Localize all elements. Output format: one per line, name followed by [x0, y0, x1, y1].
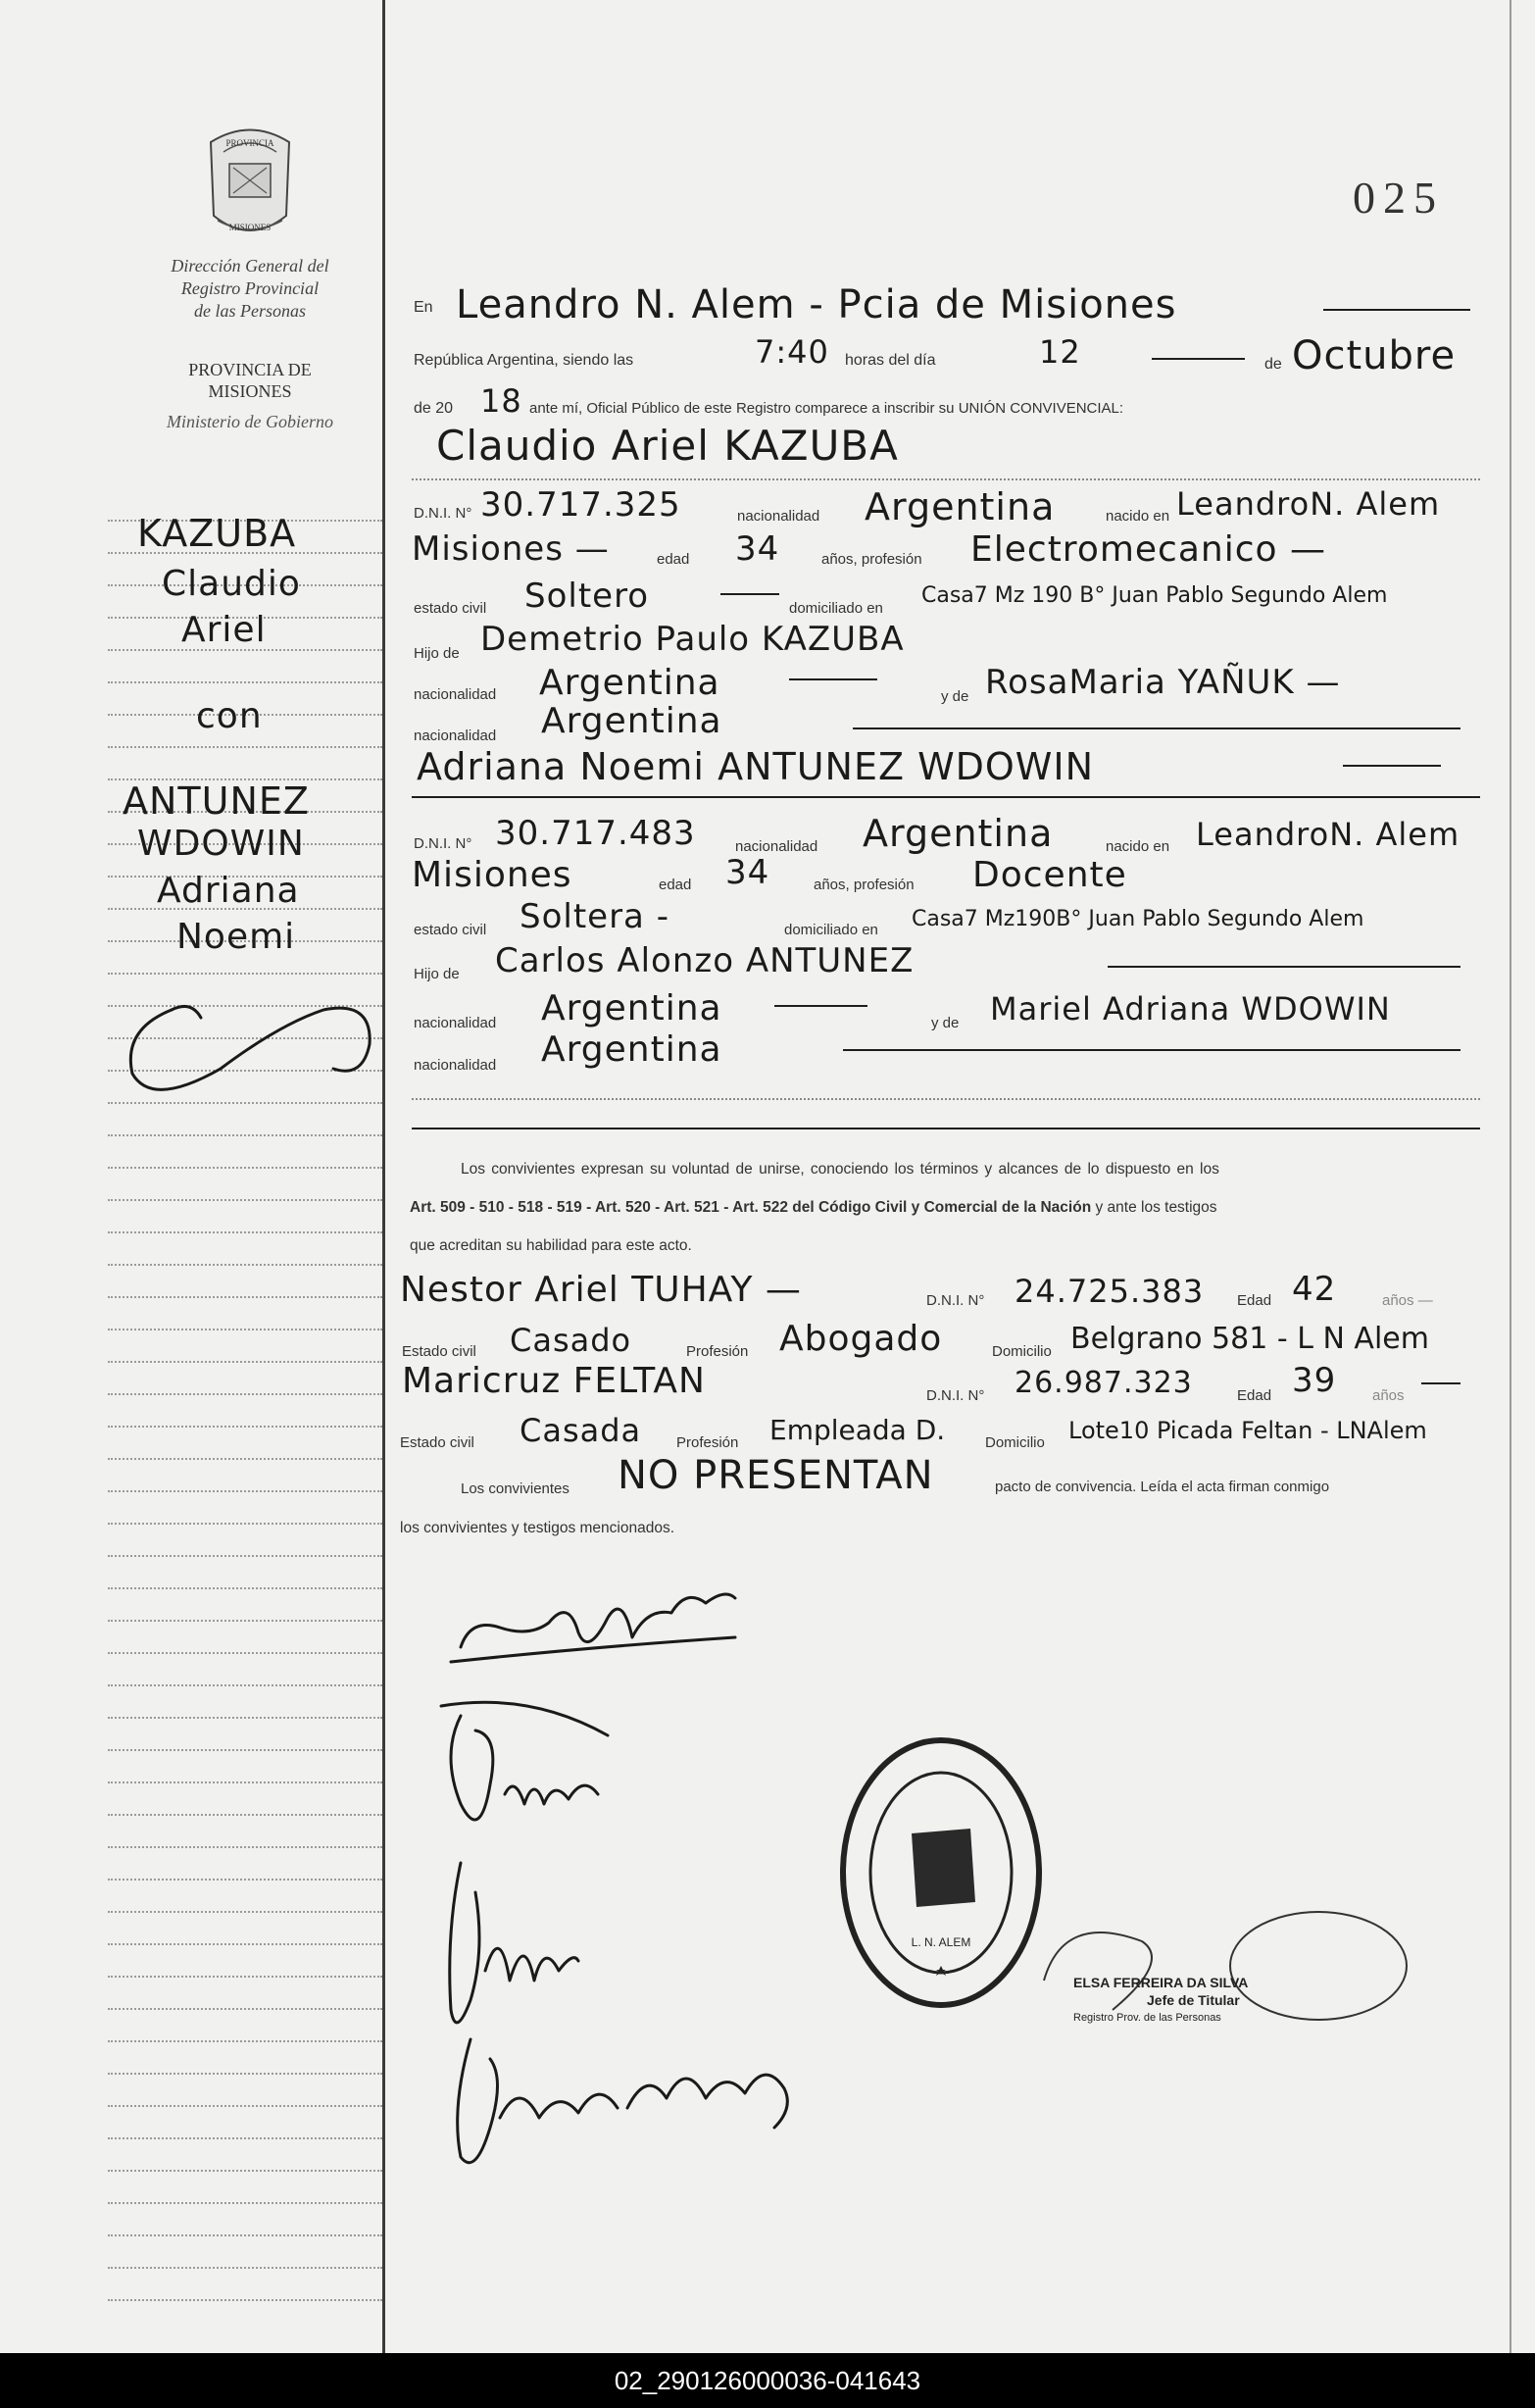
p2-yde-label: y de — [931, 1015, 960, 1031]
act-month: Octubre — [1292, 333, 1457, 378]
p2-mother: Mariel Adriana WDOWIN — [990, 990, 1391, 1028]
page-left-border — [382, 0, 385, 2353]
p2-dni: 30.717.483 — [495, 814, 696, 853]
official-stamp — [1073, 1974, 1248, 2027]
margin-party1-surname: KAZUBA — [137, 512, 297, 555]
department-name — [127, 255, 372, 323]
p1-mother-nac-line — [853, 727, 1461, 729]
p2-dni-label: D.N.I. N° — [414, 835, 472, 852]
p2-father-line — [1108, 966, 1461, 968]
label-year: de 20 — [414, 400, 454, 417]
p2-mother-nac: Argentina — [541, 1029, 722, 1070]
label-horas: horas del día — [845, 352, 936, 369]
signature-party2 — [421, 1696, 637, 1853]
margin-party2-surname: ANTUNEZ — [123, 779, 310, 823]
p1-prof-label: años, profesión — [821, 551, 922, 568]
w1-dni: 24.725.383 — [1015, 1273, 1205, 1310]
margin-party2-middle: Noemi — [176, 917, 296, 957]
declaration-line-1: Los convivientes expresan su voluntad de unirse, conociendo los términos y alcances de lo dispuesto en los — [461, 1161, 1219, 1178]
crest-top-text: PROVINCIA — [225, 138, 274, 148]
party2-fullname: Adriana Noemi ANTUNEZ WDOWIN — [417, 745, 1095, 788]
p2-nacido: LeandroN. Alem — [1196, 816, 1461, 853]
label-republica: República Argentina, siendo las — [414, 352, 634, 369]
label-ante: ante mí, Oficial Público de este Registro comparece a inscribir su UNIÓN CONVIVENCIAL: — [529, 400, 1124, 417]
p1-nac: Argentina — [865, 485, 1056, 528]
declaration-line-2-rest: y ante los testigos — [1095, 1199, 1217, 1216]
footer-bar — [0, 2353, 1535, 2408]
stamp-line-2: Jefe de Titular — [1147, 1992, 1240, 2008]
p1-prof: Electromecanico — — [970, 529, 1326, 570]
act-year: 18 — [480, 382, 522, 420]
act-place: Leandro N. Alem - Pcia de Misiones — [456, 282, 1177, 327]
page-number: 025 — [1353, 173, 1444, 223]
p2-father-nac-label: nacionalidad — [414, 1015, 497, 1031]
p1-hijo-label: Hijo de — [414, 645, 460, 662]
seal-bottom-text: L. N. ALEM — [911, 1935, 971, 1949]
footer-code: 02_290126000036-041643 — [614, 2366, 921, 2395]
province-crest-icon — [196, 123, 304, 250]
p2-nacido-cont: Misiones — [412, 855, 572, 895]
w2-dni-label: D.N.I. N° — [926, 1387, 985, 1404]
w1-civil-label: Estado civil — [402, 1343, 476, 1360]
w2-civil: Casada — [520, 1412, 642, 1449]
w2-prof-label: Profesión — [676, 1434, 739, 1451]
province-line-2: MISIONES — [208, 381, 292, 401]
p1-nacido-cont: Misiones — — [412, 529, 610, 569]
label-de-month: de — [1264, 356, 1282, 373]
signature-witness2 — [431, 2020, 804, 2177]
w2-dom-label: Domicilio — [985, 1434, 1045, 1451]
w2-dni: 26.987.323 — [1015, 1366, 1193, 1400]
party2-fullname-dash — [1343, 765, 1441, 767]
stamp-line-3: Registro Prov. de las Personas — [1073, 2012, 1221, 2024]
p2-father: Carlos Alonzo ANTUNEZ — [495, 941, 915, 980]
p1-father-nac-dash — [789, 678, 877, 680]
w2-prof: Empleada D. — [769, 1414, 946, 1446]
margin-flourish — [113, 990, 387, 1118]
w1-edad: 42 — [1292, 1270, 1337, 1309]
p2-prof-label: años, profesión — [814, 877, 915, 893]
province-line-1: PROVINCIA DE — [188, 360, 312, 379]
p1-dom-label: domiciliado en — [789, 600, 883, 617]
w2-anos: años — [1372, 1387, 1405, 1404]
p2-civil: Soltera - — [520, 897, 669, 936]
p2-edad: 34 — [725, 853, 770, 892]
p2-father-nac: Argentina — [541, 988, 722, 1028]
p1-nacido: LeandroN. Alem — [1176, 485, 1441, 523]
dept-line-1: Dirección General del — [171, 256, 329, 276]
p2-nacido-label: nacido en — [1106, 838, 1170, 855]
act-day: 12 — [1039, 333, 1081, 371]
signature-party1 — [441, 1579, 745, 1686]
p1-dni: 30.717.325 — [480, 485, 681, 525]
w1-prof: Abogado — [779, 1319, 943, 1359]
p2-mother-nac-label: nacionalidad — [414, 1057, 497, 1074]
act-day-dash — [1152, 358, 1245, 360]
p1-dni-label: D.N.I. N° — [414, 505, 472, 522]
p1-edad: 34 — [735, 529, 780, 569]
w2-dom: Lote10 Picada Feltan - LNAlem — [1068, 1417, 1427, 1444]
p1-nacido-label: nacido en — [1106, 508, 1170, 525]
w1-edad-label: Edad — [1237, 1292, 1272, 1309]
margin-party2-surname2: WDOWIN — [137, 824, 305, 864]
dept-line-2: Registro Provincial — [180, 278, 320, 298]
page-right-border — [1510, 0, 1511, 2353]
p1-father: Demetrio Paulo KAZUBA — [480, 620, 905, 659]
w1-prof-label: Profesión — [686, 1343, 749, 1360]
w2-edad: 39 — [1292, 1361, 1337, 1400]
margin-party1-middle: Ariel — [181, 610, 267, 650]
label-en: En — [414, 299, 433, 316]
party1-fullname: Claudio Ariel KAZUBA — [436, 422, 899, 470]
margin-con: con — [196, 696, 263, 736]
pact-rest: pacto de convivencia. Leída el acta firman conmigo — [995, 1479, 1330, 1495]
declaration-articles: Art. 509 - 510 - 518 - 519 - Art. 520 - Art. 521 - Art. 522 del Código Civil y Comercial de la Nación — [410, 1199, 1092, 1216]
pact-value: NO PRESENTAN — [618, 1453, 934, 1498]
p1-dom: Casa7 Mz 190 B° Juan Pablo Segundo Alem — [921, 583, 1388, 608]
p2-civil-label: estado civil — [414, 922, 487, 938]
p1-mother-nac-label: nacionalidad — [414, 727, 497, 744]
province-name — [127, 359, 372, 402]
p1-nac-label: nacionalidad — [737, 508, 820, 525]
p2-hijo-label: Hijo de — [414, 966, 460, 982]
p2-nac: Argentina — [863, 812, 1054, 855]
p1-civil: Soltero — [524, 577, 650, 616]
ministry-name: Ministerio de Gobierno — [167, 412, 333, 431]
rule-line — [412, 1098, 1480, 1100]
p1-father-nac-label: nacionalidad — [414, 686, 497, 703]
witness1-name: Nestor Ariel TUHAY — — [400, 1270, 802, 1310]
declaration-line-3: que acreditan su habilidad para este acto. — [410, 1237, 692, 1254]
act-place-dash — [1323, 309, 1470, 311]
p1-civil-label: estado civil — [414, 600, 487, 617]
margin-party2-first: Adriana — [157, 871, 300, 911]
witness2-name: Maricruz FELTAN — [402, 1361, 706, 1401]
p2-edad-label: edad — [659, 877, 692, 893]
rule-line — [412, 478, 1480, 480]
act-time: 7:40 — [755, 333, 829, 371]
section-divider-1 — [412, 796, 1480, 798]
section-divider-2 — [412, 1128, 1480, 1129]
w2-anos-dash — [1421, 1382, 1461, 1384]
p1-father-nac: Argentina — [539, 663, 720, 703]
w1-anos: años — — [1382, 1292, 1433, 1309]
pact-label: Los convivientes — [461, 1480, 569, 1497]
w2-civil-label: Estado civil — [400, 1434, 474, 1451]
dept-line-3: de las Personas — [194, 301, 306, 321]
w1-civil: Casado — [510, 1322, 632, 1359]
w2-edad-label: Edad — [1237, 1387, 1272, 1404]
w1-dni-label: D.N.I. N° — [926, 1292, 985, 1309]
stamp-line-1: ELSA FERREIRA DA SILVA — [1073, 1975, 1249, 1990]
p2-father-nac-dash — [774, 1005, 867, 1007]
p2-nac-label: nacionalidad — [735, 838, 818, 855]
official-seal-icon — [838, 1735, 1044, 2010]
p1-mother: RosaMaria YAÑUK — — [985, 663, 1341, 702]
p2-dom: Casa7 Mz190B° Juan Pablo Segundo Alem — [912, 907, 1364, 931]
crest-bottom-text: MISIONES — [228, 223, 272, 232]
p2-dom-label: domiciliado en — [784, 922, 878, 938]
pact-line-2: los convivientes y testigos mencionados. — [400, 1520, 675, 1536]
declaration-line-2 — [410, 1199, 1217, 1217]
w1-dom-label: Domicilio — [992, 1343, 1052, 1360]
p2-mother-nac-line — [843, 1049, 1461, 1051]
margin-ruled-lines — [108, 0, 382, 2353]
w1-dom: Belgrano 581 - L N Alem — [1070, 1322, 1429, 1356]
p1-mother-nac: Argentina — [541, 701, 722, 741]
p1-yde-label: y de — [941, 688, 969, 705]
p1-edad-label: edad — [657, 551, 690, 568]
p1-civil-dash — [720, 593, 779, 595]
p2-prof: Docente — [972, 855, 1127, 895]
margin-party1-first: Claudio — [162, 564, 301, 604]
